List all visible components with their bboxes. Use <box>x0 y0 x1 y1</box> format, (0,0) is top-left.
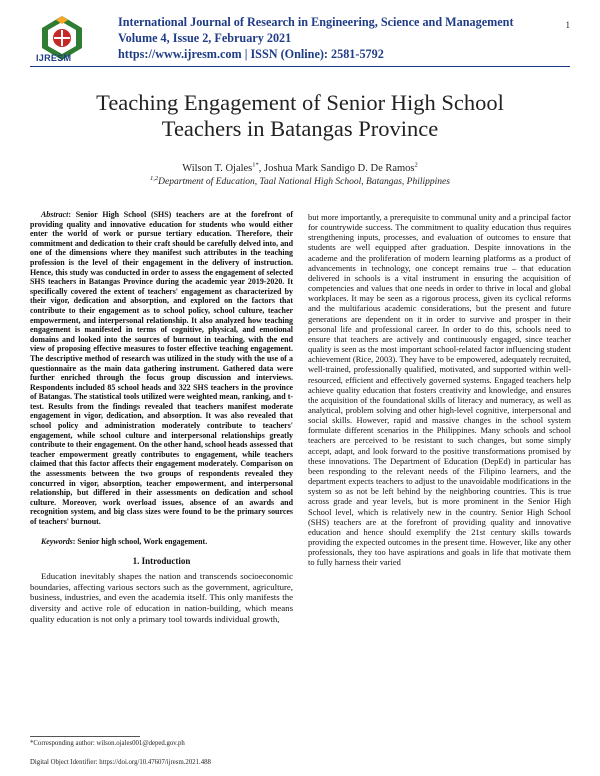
author-list <box>30 163 570 174</box>
abstract-label: Abstract <box>41 210 69 219</box>
journal-url-issn: https://www.ijresm.com | ISSN (Online): 2581-5792 <box>118 47 384 61</box>
keywords-label: Keywords <box>41 536 73 546</box>
paper-title <box>30 90 570 142</box>
section-heading-introduction: 1. Introduction <box>132 556 191 567</box>
author-separator: , <box>258 163 265 174</box>
journal-name: International Journal of Research in Engineering, Science and Management <box>118 15 514 29</box>
affiliation <box>30 174 570 187</box>
right-column <box>308 212 571 567</box>
title-line-2: Teachers in Batangas Province <box>161 116 439 141</box>
header-rule <box>30 66 570 67</box>
logo-text: IJRESM <box>36 53 72 63</box>
abstract <box>30 210 293 527</box>
author-2-mark: 2 <box>414 161 418 169</box>
author-1-mark: 1* <box>252 161 259 169</box>
journal-issue: Volume 4, Issue 2, February 2021 <box>118 31 292 45</box>
footnote-rule <box>30 736 140 737</box>
author-2: Joshua Mark Sandigo D. De Ramos <box>264 163 415 174</box>
intro-paragraph-right: but more importantly, a prerequisite to communal unity and a principal factor for countrywide success. The commitment to quality education thus requires strengthening inputs, processes, and evaluation of outcomes to ensure that students are well equipped after graduation. Despite innovations in the academe and the proliferation of modern learning platforms as a product of advancements in technology, one concept remains true – that education delivered in schools is a vital instrument in ensuring the acquisition of competencies and values that one needs in order to thrive in local and global workplaces. It may be seen as a rigorous process, given its cyclical reforms and the multifarious academic considerations, but the present and future generations are dependent on it in order to survive and prosper in their personal life and professional career. In order to do this, schools need to ensure that teachers are actively and continuously engaged, since teacher quality is seen as the most important school-related factor influencing student achievement (Rice, 2003). They have to be empowered, adequately recruited, well-trained, professionally qualified, motivated, and supported within well-resourced, efficient and effectively governed systems. Engaged teachers help achieve quality education that fosters creativity and knowledge, and ensures the acquisition of the foundational skills of literacy and numeracy, as well as analytical, problem solving and other high-level cognitive, interpersonal and social skills. However, rapid and massive changes in the school system formulate different scenarios in the Philippines. Many schools and school teachers are perceived to be resistant to such changes, but some simply accept, adapt, and look forward to the positive transformations promised by these innovations. The Department of Education (DepEd) in particular has been responding to the relevant needs of the Filipino learners, and the department expects teachers to adjust to the unavoidable modifications in the system so as not be left behind by the neighboring countries. This is true across grade and year levels, but is more prominent in the Senior High School level, which is relatively new in the country. Senior High School (SHS) teachers are at the forefront of providing quality and innovative education and hence should exemplify the 21st century skills towards providing the expected outcomes in the present time. However, like any other professionals, they too have aspirations and goals in life that motivate them to fully harness their varied <box>308 212 571 568</box>
page-number: 1 <box>565 20 570 30</box>
intro-paragraph-left: Education inevitably shapes the nation and transcends socioeconomic boundaries, affecting various sectors such as the government, agriculture, business, industries, and even the academia itself. This only manifests the diversity and active role of education in nation-building, which means quality education is not only a primary tool towards individual growth, <box>30 571 293 624</box>
affiliation-mark: 1,2 <box>150 174 159 182</box>
left-column <box>30 210 293 624</box>
doi-line: Digital Object Identifier: https://doi.org/10.47607/ijresm.2021.488 <box>30 759 211 766</box>
author-1: Wilson T. Ojales <box>182 163 253 174</box>
title-line-1: Teaching Engagement of Senior High School <box>96 90 504 115</box>
keywords <box>30 537 293 547</box>
corresponding-author-footnote: *Corresponding author: wilson.ojales001@deped.gov.ph <box>30 740 185 747</box>
journal-header <box>118 14 514 62</box>
keywords-text: : Senior high school, Work engagement. <box>72 536 208 546</box>
abstract-text: : Senior High School (SHS) teachers are at the forefront of providing quality and innovative education for students who would either enter the world of work or pursue tertiary education. Therefore, their commitment and dedication to their craft should be carefully delved into, and one of the dimensions where they manifest such attributes in the teaching profession is the level of their engagement in the delivery of instruction. Hence, this study was conducted in order to assess the engagement of selected SHS teachers in Batangas Province during the academic year 2019-2020. It specifically covered the extent of teachers' engagement as characterized by their vigor, dedication and absorption, and explored on the factors that contribute to their engagement as to school policy, school culture, teacher empowerment, and interpersonal relationship. It also analyzed how teaching engagement is manifested in terms of cognitive, physical, and emotional domains and looked into the sources of burnout in teaching, with the end view of proposing effective measures to foster effective teaching engagement. The descriptive method of research was utilized in the study with the use of a questionnaire as the main data gathering instrument. Gathered data were further enriched through the focus group discussion and interviews. Respondents included 85 school heads and 322 SHS teachers in the province of Batangas. The statistical tools utilized were weighted mean, ranking, and t-test. Results from the findings revealed that teachers manifest moderate engagement in vigor, dedication, and absorption. It was also revealed that school policy and administration moderately contribute to teachers' engagement, while school culture and interpersonal relationships greatly contribute to their engagement. On the other hand, school heads assessed that teacher empowerment greatly contributes to engagement, while teachers claimed that this factor affects their engagement moderately. Comparison on the assessments between the two groups of respondents revealed they concurred in vigor, absorption, teacher empowerment, and interpersonal relationship, but differed in their assessments on dedication and school culture. Moreover, work overload issues, absence of an awards and recognition system, and big class sizes were found to be the primary sources of teachers' burnout. <box>30 210 293 526</box>
affiliation-text: Department of Education, Taal National High School, Batangas, Philippines <box>158 177 450 187</box>
